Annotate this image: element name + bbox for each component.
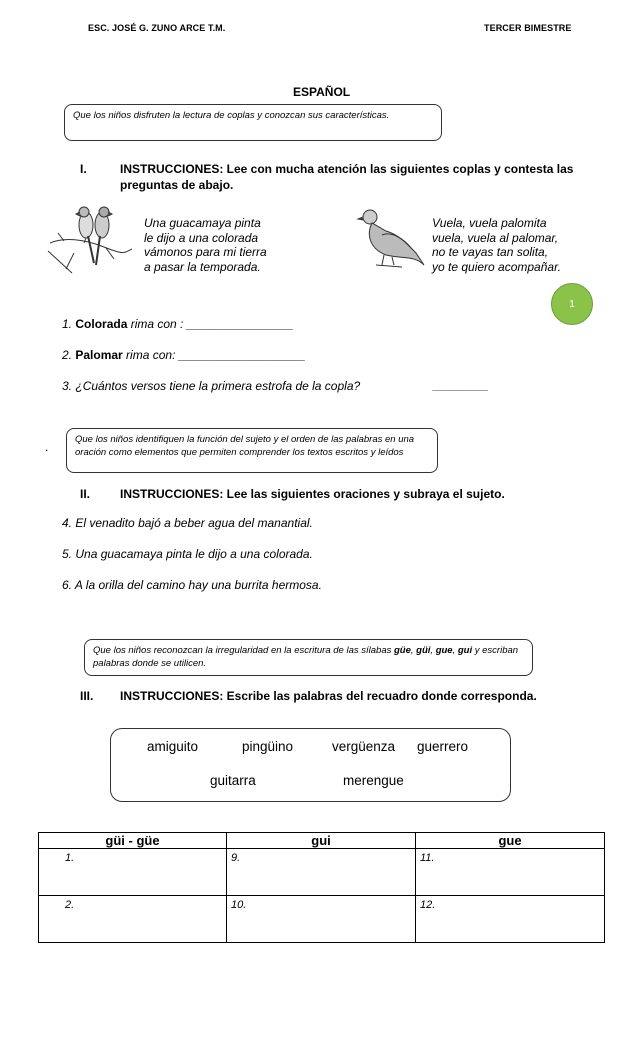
table-header-row <box>39 833 605 849</box>
objective-box-2 <box>66 428 438 473</box>
separator: , <box>452 645 458 656</box>
syllable: gui <box>457 645 473 656</box>
poem-left-line: a pasar la temporada. <box>144 259 261 274</box>
table-cell[interactable]: 2. <box>39 896 227 943</box>
question-number: 3. <box>62 379 73 393</box>
word-item: pingüino <box>242 739 294 754</box>
table-row <box>39 896 605 943</box>
word-item: merengue <box>343 773 404 788</box>
poem-right <box>432 216 561 274</box>
section-2-instructions: INSTRUCCIONES: Lee las siguientes oraciones y subraya el sujeto. <box>120 487 505 501</box>
question-number: 1. <box>62 317 73 331</box>
sentence-6 <box>62 578 322 592</box>
sentence-number: 5. <box>62 547 73 561</box>
separator: , <box>410 645 417 656</box>
sentence-text[interactable]: El venadito bajó a beber agua del manantial. <box>75 516 313 530</box>
word-item: vergüenza <box>332 739 396 754</box>
question-keyword: Palomar <box>75 348 123 362</box>
dove-illustration <box>352 205 428 271</box>
question-text: rima con : ________________ <box>127 317 294 331</box>
poem-right-line: yo te quiero acompañar. <box>432 259 561 274</box>
syllable: gue <box>435 645 453 656</box>
poem-right-line: vuela, vuela al palomar, <box>432 230 559 245</box>
poem-left <box>144 216 267 274</box>
sentence-number: 4. <box>62 516 73 530</box>
word-item: guerrero <box>417 739 469 754</box>
page-number-badge: 1 <box>551 283 593 325</box>
page-title: ESPAÑOL <box>293 85 351 99</box>
poem-left-line: vámonos para mi tierra <box>144 245 267 259</box>
stray-dot: . <box>45 440 49 454</box>
objective-2-text: Que los niños identifiquen la función del sujeto y el orden de las palabras en una oración como elementos que permiten comprender los textos escritos y leídos <box>75 434 415 458</box>
separator: , <box>430 645 436 656</box>
parrots-illustration <box>44 203 136 275</box>
section-3-instructions: INSTRUCCIONES: Escribe las palabras del recuadro donde corresponda. <box>120 689 537 703</box>
question-2 <box>62 348 306 362</box>
objective-3-text-end: y escriban palabras donde se utilicen. <box>93 645 519 669</box>
poem-left-line: Una guacamaya pinta <box>144 216 261 230</box>
column-header: gui <box>227 833 416 849</box>
table-cell[interactable]: 1. <box>39 849 227 896</box>
word-item: amiguito <box>147 739 199 754</box>
section-1-numeral: I. <box>80 162 87 176</box>
table-cell[interactable]: 12. <box>416 896 605 943</box>
poem-left-line: le dijo a una colorada <box>144 230 259 245</box>
sentence-4 <box>62 516 313 530</box>
sentence-text[interactable]: A la orilla del camino hay una burrita hermosa. <box>74 578 322 592</box>
question-3 <box>62 379 360 393</box>
question-keyword: Colorada <box>75 317 128 331</box>
word-item: guitarra <box>210 773 256 788</box>
sentence-number: 6. <box>62 578 73 592</box>
question-1 <box>62 317 294 331</box>
school-name: ESC. JOSÉ G. ZUNO ARCE T.M. <box>88 23 226 33</box>
question-number: 2. <box>62 348 73 362</box>
objective-box-1: Que los niños disfruten la lectura de coplas y conozcan sus características. <box>64 104 442 141</box>
table-cell[interactable]: 10. <box>227 896 416 943</box>
question-text: ¿Cuántos versos tiene la primera estrofa de la copla? <box>75 379 361 393</box>
answer-blank[interactable]: __________ <box>433 381 489 392</box>
syllable: güi <box>416 645 431 656</box>
column-header: güi - güe <box>39 833 227 849</box>
poem-right-line: Vuela, vuela palomita <box>432 216 547 230</box>
table-cell[interactable]: 11. <box>416 849 605 896</box>
syllable: güe <box>394 645 411 656</box>
question-text: rima con: ___________________ <box>122 348 306 362</box>
objective-box-3 <box>84 639 533 676</box>
section-1-instructions: INSTRUCCIONES: Lee con mucha atención las siguientes coplas y contesta las preguntas de abajo. <box>120 162 574 192</box>
period-label: TERCER BIMESTRE <box>484 23 572 33</box>
classification-table <box>38 832 605 943</box>
sentence-text[interactable]: Una guacamaya pinta le dijo a una colorada. <box>75 547 313 561</box>
section-3-numeral: III. <box>80 689 94 703</box>
sentence-5 <box>62 547 313 561</box>
table-cell[interactable]: 9. <box>227 849 416 896</box>
poem-right-line: no te vayas tan solita, <box>432 245 549 259</box>
section-2-numeral: II. <box>80 487 91 501</box>
column-header: gue <box>416 833 605 849</box>
table-row <box>39 849 605 896</box>
objective-3-text: Que los niños reconozcan la irregularidad en la escritura de las sílabas <box>93 645 394 656</box>
